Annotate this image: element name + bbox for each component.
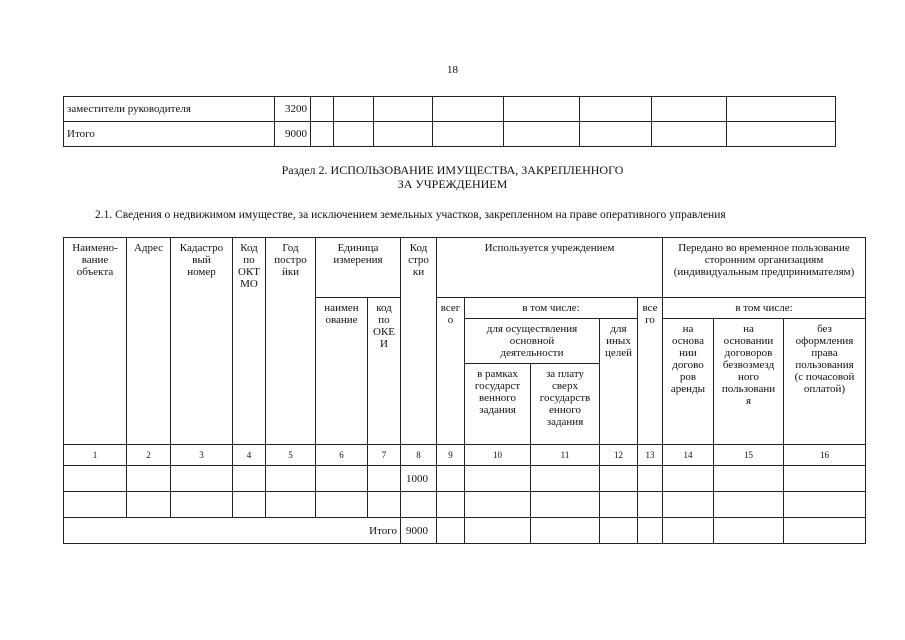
empty-cell (600, 518, 638, 544)
empty-cell (784, 466, 866, 492)
column-number: 4 (233, 445, 266, 466)
header-object-name: Наимено- вание объекта (64, 238, 127, 445)
header-tr-free: на основании договоров безвозмезд ного пользовани я (714, 319, 784, 445)
empty-cell (465, 518, 531, 544)
empty-cell (465, 466, 531, 492)
empty-cell (580, 122, 652, 147)
empty-cell (171, 492, 233, 518)
empty-cell (580, 97, 652, 122)
empty-cell (652, 122, 727, 147)
empty-cell (714, 466, 784, 492)
empty-cell (433, 122, 504, 147)
section-title (0, 163, 905, 191)
row-label: заместители руководителя (64, 97, 275, 122)
column-number: 5 (266, 445, 316, 466)
header-row (64, 238, 866, 298)
column-number: 8 (401, 445, 437, 466)
row-label: Итого (64, 122, 275, 147)
empty-cell (465, 492, 531, 518)
table-row (64, 122, 836, 147)
staff-table (63, 96, 836, 147)
empty-cell (638, 518, 663, 544)
empty-cell (600, 492, 638, 518)
total-row (64, 518, 866, 544)
header-used-total: всег о (437, 298, 465, 445)
column-number: 9 (437, 445, 465, 466)
empty-cell (663, 492, 714, 518)
column-number: 15 (714, 445, 784, 466)
empty-cell (127, 492, 171, 518)
empty-cell (311, 122, 334, 147)
total-code: 9000 (401, 518, 437, 544)
column-number-row (64, 445, 866, 466)
empty-cell (727, 122, 836, 147)
row-code: 9000 (275, 122, 311, 147)
empty-cell (171, 466, 233, 492)
empty-cell (727, 97, 836, 122)
empty-cell (368, 492, 401, 518)
empty-cell (663, 518, 714, 544)
header-unit-okei: код по ОКЕ И (368, 298, 401, 445)
empty-cell (64, 492, 127, 518)
empty-cell (504, 122, 580, 147)
header-tr-incl: в том числе: (663, 298, 866, 319)
column-number: 11 (531, 445, 600, 466)
empty-cell (531, 518, 600, 544)
empty-cell (652, 97, 727, 122)
empty-cell (437, 466, 465, 492)
empty-cell (784, 518, 866, 544)
empty-cell (374, 97, 433, 122)
empty-cell (531, 492, 600, 518)
column-number: 12 (600, 445, 638, 466)
header-transferred: Передано во временное пользование сторонним организациям (индивидуальным предпринимателям) (663, 238, 866, 298)
header-address: Адрес (127, 238, 171, 445)
section-title-line1: Раздел 2. ИСПОЛЬЗОВАНИЕ ИМУЩЕСТВА, ЗАКРЕПЛЕННОГО (281, 163, 624, 177)
empty-cell (368, 466, 401, 492)
empty-cell (316, 466, 368, 492)
header-tr-lease: на основа нии догово ров аренды (663, 319, 714, 445)
header-used-paid: за плату сверх государств енного задания (531, 364, 600, 445)
column-number: 13 (638, 445, 663, 466)
table-row (64, 97, 836, 122)
empty-cell (266, 466, 316, 492)
empty-cell (233, 492, 266, 518)
empty-cell (784, 492, 866, 518)
real-estate-table (63, 237, 866, 544)
section-title-line2: ЗА УЧРЕЖДЕНИЕМ (397, 177, 508, 191)
header-used: Используется учреждением (437, 238, 663, 298)
empty-cell (266, 492, 316, 518)
empty-cell (663, 466, 714, 492)
empty-cell (531, 466, 600, 492)
column-number: 1 (64, 445, 127, 466)
row-code: 1000 (401, 466, 437, 492)
column-number: 16 (784, 445, 866, 466)
total-label: Итого (64, 518, 401, 544)
header-used-other: для иных целей (600, 319, 638, 445)
subsection-heading: 2.1. Сведения о недвижимом имуществе, за исключением земельных участков, закрепленном на праве оперативного управления (95, 209, 726, 221)
header-tr-noform: без оформления права пользования (с почасовой оплатой) (784, 319, 866, 445)
empty-cell (433, 97, 504, 122)
empty-cell (437, 518, 465, 544)
empty-cell (600, 466, 638, 492)
column-number: 14 (663, 445, 714, 466)
empty-cell (127, 466, 171, 492)
empty-cell (401, 492, 437, 518)
header-used-state: в рамках государст венного задания (465, 364, 531, 445)
column-number: 10 (465, 445, 531, 466)
empty-cell (64, 466, 127, 492)
header-used-incl: в том числе: (465, 298, 638, 319)
empty-cell (638, 466, 663, 492)
empty-cell (316, 492, 368, 518)
header-tr-total: все го (638, 298, 663, 445)
column-number: 6 (316, 445, 368, 466)
column-number: 2 (127, 445, 171, 466)
empty-cell (437, 492, 465, 518)
empty-cell (311, 97, 334, 122)
column-number: 3 (171, 445, 233, 466)
header-line-code: Код стро ки (401, 238, 437, 445)
header-used-main: для осуществления основной деятельности (465, 319, 600, 364)
header-unit-name: наимен ование (316, 298, 368, 445)
header-oktmo-code: Код по ОКТ МО (233, 238, 266, 445)
table-row (64, 466, 866, 492)
empty-cell (374, 122, 433, 147)
empty-cell (714, 518, 784, 544)
empty-cell (334, 122, 374, 147)
row-code: 3200 (275, 97, 311, 122)
empty-cell (714, 492, 784, 518)
empty-cell (504, 97, 580, 122)
empty-cell (233, 466, 266, 492)
header-unit: Единица измерения (316, 238, 401, 298)
empty-cell (638, 492, 663, 518)
table-row (64, 492, 866, 518)
header-build-year: Год постро йки (266, 238, 316, 445)
page-number: 18 (447, 64, 458, 76)
column-number: 7 (368, 445, 401, 466)
header-cadastral-number: Кадастро вый номер (171, 238, 233, 445)
empty-cell (334, 97, 374, 122)
